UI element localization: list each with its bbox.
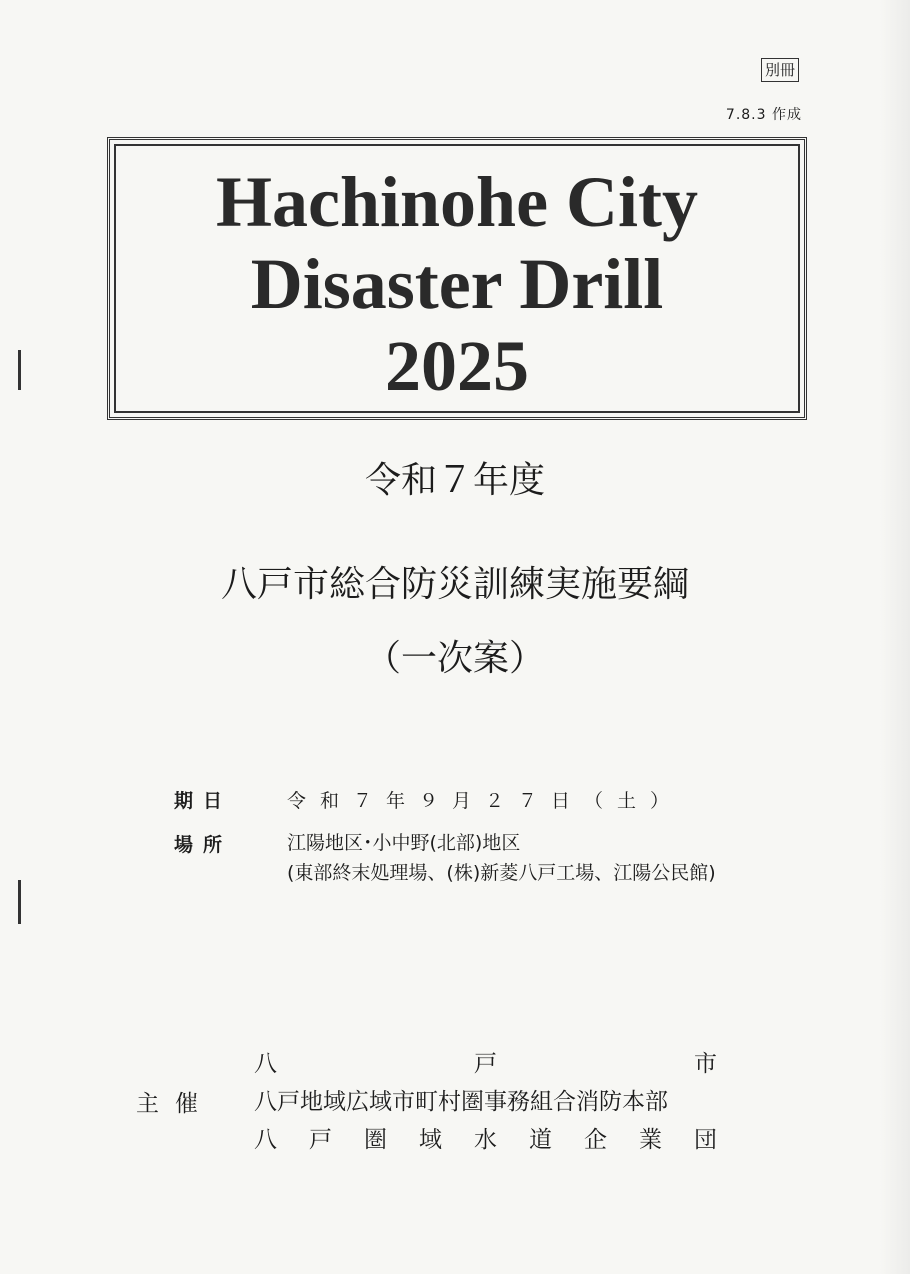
binding-mark-top — [18, 350, 21, 390]
date-value: 令和７年９月２７日（土） — [287, 790, 684, 812]
creation-date: 7.8.3 作成 — [725, 107, 802, 123]
appendix-tag: 別冊 — [761, 58, 799, 82]
date-label: 期日 — [174, 790, 233, 812]
organizer-city-char: 市 — [694, 1051, 717, 1077]
organizer-water-char: 八 — [254, 1127, 277, 1153]
fiscal-year: 令和７年度 — [364, 460, 545, 501]
title-line-2: Disaster Drill — [250, 244, 664, 324]
organizer-water-authority — [254, 1121, 717, 1154]
place-line-2: (東部終末処理場、(株)新菱八戸工場、江陽公民館) — [287, 862, 716, 884]
organizer-water-char: 水 — [474, 1127, 497, 1153]
title-line-3: 2025 — [385, 326, 529, 406]
organizer-fire-department: 八戸地域広域市町村圏事務組合消防本部 — [254, 1089, 668, 1115]
organizer-water-char: 道 — [529, 1127, 552, 1153]
title-line-1: Hachinohe City — [215, 162, 699, 242]
place-label: 場所 — [174, 834, 233, 856]
organizer-water-char: 業 — [639, 1127, 662, 1153]
place-line-1: 江陽地区･小中野(北部)地区 — [287, 832, 521, 854]
main-title: 八戸市総合防災訓練実施要綱 — [220, 564, 689, 605]
organizer-city — [254, 1045, 717, 1078]
organizer-city-char: 戸 — [474, 1051, 497, 1077]
organizer-water-char: 圏 — [364, 1127, 387, 1153]
organizer-city-char: 八 — [254, 1051, 277, 1077]
organizer-water-char: 戸 — [309, 1127, 332, 1153]
binding-mark-bottom — [18, 880, 21, 924]
draft-subtitle: （一次案） — [364, 638, 545, 679]
organizer-water-char: 企 — [584, 1127, 607, 1153]
title-box — [107, 137, 807, 420]
organizer-water-char: 団 — [694, 1127, 717, 1153]
organizer-label: 主催 — [136, 1091, 214, 1117]
organizer-water-char: 域 — [419, 1127, 442, 1153]
